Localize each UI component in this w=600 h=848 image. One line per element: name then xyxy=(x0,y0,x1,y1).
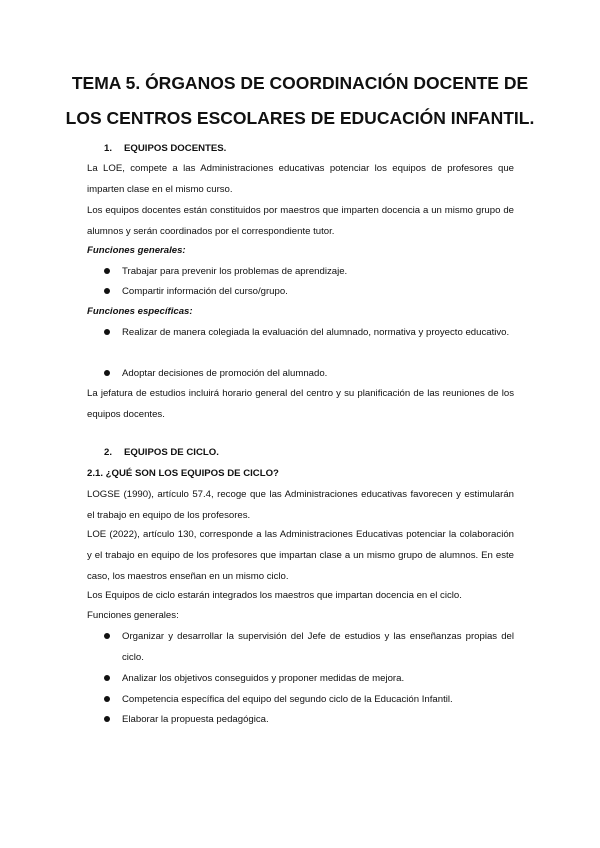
section-2-paragraph-2: LOE (2022), artículo 130, corresponde a las Administraciones Educativas potenciar la colaboración y el trabajo en equipo de los profesores que impartan clase a un mismo grupo de alumnos. En este caso, los maestros enseñan en un mismo ciclo. xyxy=(87,529,514,582)
bullet-icon xyxy=(104,268,110,274)
document-title-line-1: TEMA 5. ÓRGANOS DE COORDINACIÓN DOCENTE DE xyxy=(71,73,529,93)
section-1-paragraph-3: La jefatura de estudios incluirá horario general del centro y su planificación de las reuniones de los equipos docentes. xyxy=(87,388,514,420)
section-2-paragraph-3: Los Equipos de ciclo estarán integrados los maestros que impartan docencia en el ciclo. xyxy=(87,590,462,601)
bullet-icon xyxy=(104,696,110,702)
section-1-heading xyxy=(104,142,226,156)
section-1-especificas-label: Funciones específicas: xyxy=(87,306,193,317)
section-2-paragraph-1: LOGSE (1990), artículo 57.4, recoge que las Administraciones educativas favorecen y estimularán el trabajo en equipo de los profesores. xyxy=(87,489,514,521)
section-2-generales-label: Funciones generales: xyxy=(87,610,179,621)
bullet-icon xyxy=(104,329,110,335)
list-item: Elaborar la propuesta pedagógica. xyxy=(122,714,269,725)
document-title-line-2: LOS CENTROS ESCOLARES DE EDUCACIÓN INFANTIL. xyxy=(65,108,535,128)
bullet-icon xyxy=(104,288,110,294)
section-1-generales-label: Funciones generales: xyxy=(87,245,186,256)
bullet-icon xyxy=(104,675,110,681)
section-1-paragraph-2: Los equipos docentes están constituidos por maestros que imparten docencia a un mismo grupo de alumnos y serán coordinados por el correspondiente tutor. xyxy=(87,205,514,237)
list-item: Compartir información del curso/grupo. xyxy=(122,286,288,297)
list-item: Competencia específica del equipo del segundo ciclo de la Educación Infantil. xyxy=(122,694,453,705)
section-1-paragraph-1: La LOE, compete a las Administraciones educativas potenciar los equipos de profesores que imparten clase en el mismo curso. xyxy=(87,163,514,195)
bullet-icon xyxy=(104,633,110,639)
section-1-heading-text: EQUIPOS DOCENTES. xyxy=(124,143,227,154)
list-item: Analizar los objetivos conseguidos y proponer medidas de mejora. xyxy=(122,673,405,684)
section-2-heading-text: EQUIPOS DE CICLO. xyxy=(124,447,219,458)
section-2-heading xyxy=(104,446,219,460)
list-item: Organizar y desarrollar la supervisión del Jefe de estudios y las enseñanzas propias del ciclo. xyxy=(122,631,514,663)
bullet-icon xyxy=(104,716,110,722)
list-item: Realizar de manera colegiada la evaluación del alumnado, normativa y proyecto educativo. xyxy=(122,327,510,338)
section-2-number: 2. xyxy=(104,447,113,458)
section-1-number: 1. xyxy=(104,143,113,154)
list-item: Adoptar decisiones de promoción del alumnado. xyxy=(122,368,328,379)
bullet-icon xyxy=(104,370,110,376)
list-item: Trabajar para prevenir los problemas de aprendizaje. xyxy=(122,266,348,277)
section-2-subheading: 2.1. ¿QUÉ SON LOS EQUIPOS DE CICLO? xyxy=(87,468,279,479)
